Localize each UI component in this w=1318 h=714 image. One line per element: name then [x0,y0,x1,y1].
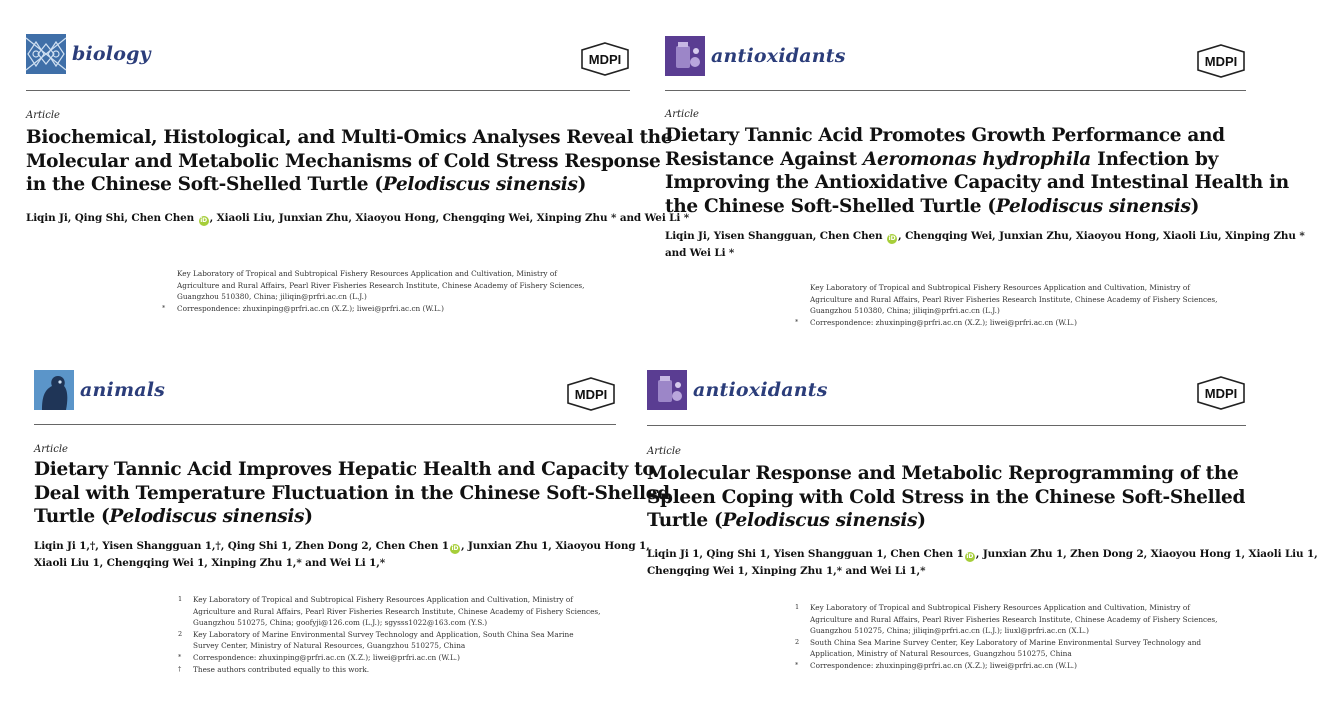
mdpi-logo [1196,376,1246,410]
author-text: , Chengqing Wei, Junxian Zhu, Xiaoyou Hong, Xiaoli Liu, Xinping Zhu * [898,230,1305,242]
journal-name: antioxidants [693,379,828,401]
author-text: Liqin Ji, Qing Shi, Chen Chen [26,212,198,224]
affiliations [162,268,585,314]
affiliation-mark [795,282,810,294]
affiliation-text: Correspondence: zhuxinping@prfri.ac.cn (X.Z.); liwei@prfri.ac.cn (W.L.) [177,303,444,313]
article-type: Article [26,110,60,121]
animals-journal-icon [34,370,74,410]
affiliation-text: Key Laboratory of Marine Environmental Survey Technology and Application, South China Sea Marine [193,629,574,639]
affiliation-mark: * [178,652,182,661]
author-text: , Junxian Zhu 1, Xiaoyou Hong 1, [460,540,650,552]
antioxidants-journal-icon [647,370,687,410]
affiliation-text: Key Laboratory of Tropical and Subtropical Fishery Resources Application and Cultivation, Ministry of [177,269,557,278]
article-type: Article [34,444,68,455]
affiliation-row [795,614,1218,626]
biology-journal-icon [26,34,66,74]
affiliation-mark [162,280,177,292]
affiliation-mark: 1 [178,595,183,603]
affiliation-row [162,268,585,280]
title-text: Turtle ( [34,506,110,527]
affiliation-mark: † [178,664,182,673]
mdpi-logo-text: MDPI [574,387,608,402]
article-type: Article [647,446,681,457]
title-species: Pelodiscus sinensis [995,195,1191,217]
title-line [34,505,670,529]
title-line [26,173,672,197]
mdpi-logo [566,377,616,411]
author-list [647,546,1318,580]
author-line [647,546,1318,563]
affiliation-text: These authors contributed equally to this work. [193,664,370,674]
title-text: Resistance Against [665,148,863,170]
affiliation-mark: * [795,660,799,669]
title-text: the Chinese Soft-Shelled Turtle ( [665,195,996,217]
affiliation-mark: 1 [795,603,800,611]
paper-panel-animals [34,370,670,690]
author-list [26,210,689,227]
title-line: Improving the Antioxidative Capacity and Intestinal Health in [665,172,1289,193]
mdpi-logo-text: MDPI [1204,386,1238,401]
journal-name: biology [72,43,151,65]
affiliation-row [178,640,601,652]
affiliation-mark [178,617,193,629]
affiliation-text: Agriculture and Rural Affairs, Pearl River Fisheries Research Institute, Chinese Academy of Fishery Sciences, [810,294,1218,304]
affiliations [178,594,601,675]
author-line: Xiaoli Liu 1, Chengqing Wei 1, Xinping Zhu 1,* and Wei Li 1,* [34,557,386,569]
journal-name: antioxidants [711,45,846,67]
title-line: Dietary Tannic Acid Improves Hepatic Health and Capacity to [34,459,655,480]
title-species: Aeromonas hydrophila [862,148,1091,170]
title-line: Molecular and Metabolic Mechanisms of Cold Stress Response [26,150,661,172]
author-text: Liqin Ji, Yisen Shangguan, Chen Chen [665,230,887,242]
affiliation-row [795,625,1218,637]
affiliation-row [795,317,1218,329]
affiliation-mark [178,606,193,618]
affiliations [795,282,1218,328]
affiliation-text: Key Laboratory of Tropical and Subtropical Fishery Resources Application and Cultivation, Ministry of [810,283,1190,292]
affiliation-text: Application, Ministry of Natural Resources, Guangzhou 510275, China [810,649,1072,659]
title-text: ) [304,506,313,527]
title-line: Molecular Response and Metabolic Reprogramming of the [647,463,1239,484]
affiliation-mark [162,291,177,303]
journal-logo [665,36,846,76]
affiliation-mark [795,614,810,626]
affiliation-row [178,606,601,618]
orcid-icon[interactable]: iD [451,545,459,552]
affiliation-text: Guangzhou 510275, China; goofyji@126.com (L.J.); sgysss1022@163.com (Y.S.) [193,618,488,628]
affiliation-text: Guangzhou 510380, China; jiliqin@prfri.ac.cn (L.J.) [177,292,367,302]
affiliation-row [178,652,601,664]
author-line: Chengqing Wei 1, Xinping Zhu 1,* and Wei Li 1,* [647,565,926,577]
title-text: in the Chinese Soft-Shelled Turtle ( [26,174,383,195]
affiliation-text: Agriculture and Rural Affairs, Pearl River Fisheries Research Institute, Chinese Academy of Fishery Sciences, [193,606,601,616]
affiliation-text: Correspondence: zhuxinping@prfri.ac.cn (X.Z.); liwei@prfri.ac.cn (W.L.) [193,652,460,662]
title-line [665,148,1289,172]
journal-logo [647,370,828,410]
antioxidants-journal-icon [665,36,705,76]
header-rule [647,425,1246,426]
journal-logo [34,370,165,410]
author-line: and Wei Li * [665,247,735,259]
title-text: Turtle ( [647,510,723,531]
affiliation-text: Correspondence: zhuxinping@prfri.ac.cn (X.Z.); liwei@prfri.ac.cn (W.L.) [810,660,1077,670]
orcid-icon[interactable]: iD [200,217,208,224]
affiliation-text: Survey Center, Ministry of Natural Resources, Guangzhou 510275, China [193,641,466,651]
author-text: Liqin Ji 1,†, Yisen Shangguan 1,†, Qing Shi 1, Zhen Dong 2, Chen Chen 1 [34,540,449,552]
affiliation-text: South China Sea Marine Survey Center, Key Laboratory of Marine Environmental Survey Technology and [810,637,1202,647]
paper-panel-biology [26,34,690,334]
affiliation-mark: * [795,317,799,326]
author-text: , Junxian Zhu 1, Zhen Dong 2, Xiaoyou Hong 1, Xiaoli Liu 1, [975,548,1318,560]
header-rule [26,90,630,91]
paper-panel-antioxidants-top [665,36,1305,336]
title-text: ) [917,510,926,531]
affiliation-mark [795,648,810,660]
title-line [665,195,1289,219]
affiliation-row [162,303,585,315]
mdpi-logo-text: MDPI [1204,54,1238,69]
journal-logo [26,34,151,74]
mdpi-logo-text: MDPI [588,52,622,67]
author-line [34,538,650,555]
affiliation-mark [795,294,810,306]
title-species: Pelodiscus sinensis [109,506,305,527]
title-species: Pelodiscus sinensis [722,510,918,531]
affiliation-row [162,280,585,292]
title-line: Spleen Coping with Cold Stress in the Chinese Soft-Shelled [647,486,1246,508]
paper-title [34,458,670,529]
affiliation-mark [162,268,177,280]
affiliation-row [795,282,1218,294]
title-line: Biochemical, Histological, and Multi-Omics Analyses Reveal the [26,127,673,148]
affiliation-text: Agriculture and Rural Affairs, Pearl River Fisheries Research Institute, Chinese Academy of Fishery Sciences, [810,614,1218,624]
paper-panel-antioxidants-bottom [647,370,1318,690]
author-line [26,210,689,227]
affiliation-row [795,648,1218,660]
affiliation-text: Agriculture and Rural Affairs, Pearl River Fisheries Research Institute, Chinese Academy of Fishery Sciences, [177,280,585,290]
title-text: ) [577,174,587,195]
affiliation-text: Key Laboratory of Tropical and Subtropical Fishery Resources Application and Cultivation, Ministry of [193,595,573,604]
title-line: Deal with Temperature Fluctuation in the Chinese Soft-Shelled [34,482,670,504]
affiliation-row [795,305,1218,317]
affiliation-text: Key Laboratory of Tropical and Subtropical Fishery Resources Application and Cultivation, Ministry of [810,603,1190,612]
header-rule [665,90,1246,91]
author-line [665,228,1305,245]
affiliation-mark [795,625,810,637]
affiliation-row [178,617,601,629]
affiliation-text: Guangzhou 510275, China; jiliqin@prfri.ac.cn (L.J.); liuxl@prfri.ac.cn (X.L.) [810,626,1089,636]
mdpi-logo [1196,44,1246,78]
affiliation-mark: 2 [795,637,800,646]
orcid-icon[interactable]: iD [888,235,896,242]
affiliation-mark: 2 [178,629,183,638]
affiliation-mark [178,640,193,652]
affiliation-row [162,291,585,303]
affiliation-row [795,637,1218,649]
title-line: Dietary Tannic Acid Promotes Growth Performance and [665,125,1225,146]
affiliation-text: Guangzhou 510380, China; jiliqin@prfri.ac.cn (L.J.) [810,306,1000,316]
header-rule [34,424,616,425]
paper-title [26,126,672,197]
affiliation-row [795,294,1218,306]
affiliation-row [178,629,601,641]
affiliation-row [178,664,601,676]
affiliation-row [795,602,1218,614]
paper-title [647,462,1245,533]
article-type: Article [665,109,699,120]
author-text: Liqin Ji 1, Qing Shi 1, Yisen Shangguan 1, Chen Chen 1 [647,548,964,560]
affiliation-mark: * [162,303,166,312]
title-text: Infection by [1091,148,1219,170]
paper-title [665,124,1289,218]
journal-name: animals [80,379,166,401]
affiliation-mark [795,305,810,317]
affiliation-row [178,594,601,606]
author-text: , Xiaoli Liu, Junxian Zhu, Xiaoyou Hong, Chengqing Wei, Xinping Zhu * and Wei Li * [209,212,690,224]
affiliation-row [795,660,1218,672]
author-list [34,538,650,572]
title-line [647,509,1245,533]
affiliation-text: Correspondence: zhuxinping@prfri.ac.cn (X.Z.); liwei@prfri.ac.cn (W.L.) [810,317,1077,327]
title-text: ) [1190,195,1200,217]
title-species: Pelodiscus sinensis [382,174,578,195]
orcid-icon[interactable]: iD [966,553,974,560]
mdpi-logo [580,42,630,76]
author-list [665,228,1305,262]
affiliations [795,602,1218,672]
